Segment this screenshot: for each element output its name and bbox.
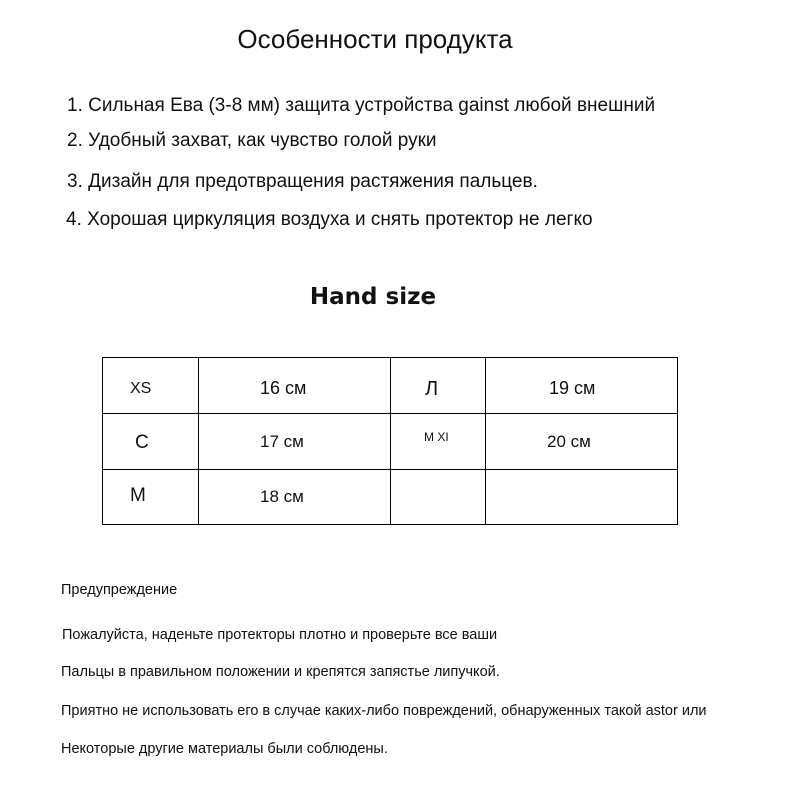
table-divider — [390, 358, 391, 524]
measure-cell: 17 см — [260, 432, 304, 451]
warning-line-4: Некоторые другие материалы были соблюдены. — [61, 741, 388, 757]
feature-item-1: 1. Сильная Ева (3-8 мм) защита устройства gainst любой внешний — [67, 95, 656, 116]
warning-heading: Предупреждение — [61, 582, 178, 598]
size-cell: M — [130, 485, 146, 506]
table-divider — [103, 469, 677, 470]
size-table — [102, 357, 678, 525]
feature-item-2: 2. Удобный захват, как чувство голой руки — [67, 130, 437, 151]
feature-item-3: 3. Дизайн для предотвращения растяжения пальцев. — [67, 171, 538, 192]
page-title: Особенности продукта — [237, 24, 513, 54]
table-divider — [103, 413, 677, 414]
size-heading: Hand size — [309, 284, 437, 310]
size-cell: XS — [130, 380, 152, 397]
table-divider — [485, 358, 486, 524]
size-cell: M XI — [424, 430, 449, 444]
measure-cell: 16 см — [260, 378, 307, 398]
size-cell: Л — [425, 378, 439, 400]
warning-line-3: Приятно не использовать его в случае каких-либо повреждений, обнаруженных такой astor или — [61, 703, 707, 719]
feature-item-4: 4. Хорошая циркуляция воздуха и снять протектор не легко — [66, 209, 593, 230]
warning-line-1: Пожалуйста, наденьте протекторы плотно и проверьте все ваши — [62, 627, 498, 643]
table-divider — [198, 358, 199, 524]
warning-line-2: Пальцы в правильном положении и крепятся запястье липучкой. — [61, 664, 500, 680]
measure-cell: 20 см — [547, 432, 591, 451]
size-cell: C — [135, 432, 149, 453]
measure-cell: 19 см — [549, 378, 596, 398]
measure-cell: 18 см — [260, 487, 304, 506]
